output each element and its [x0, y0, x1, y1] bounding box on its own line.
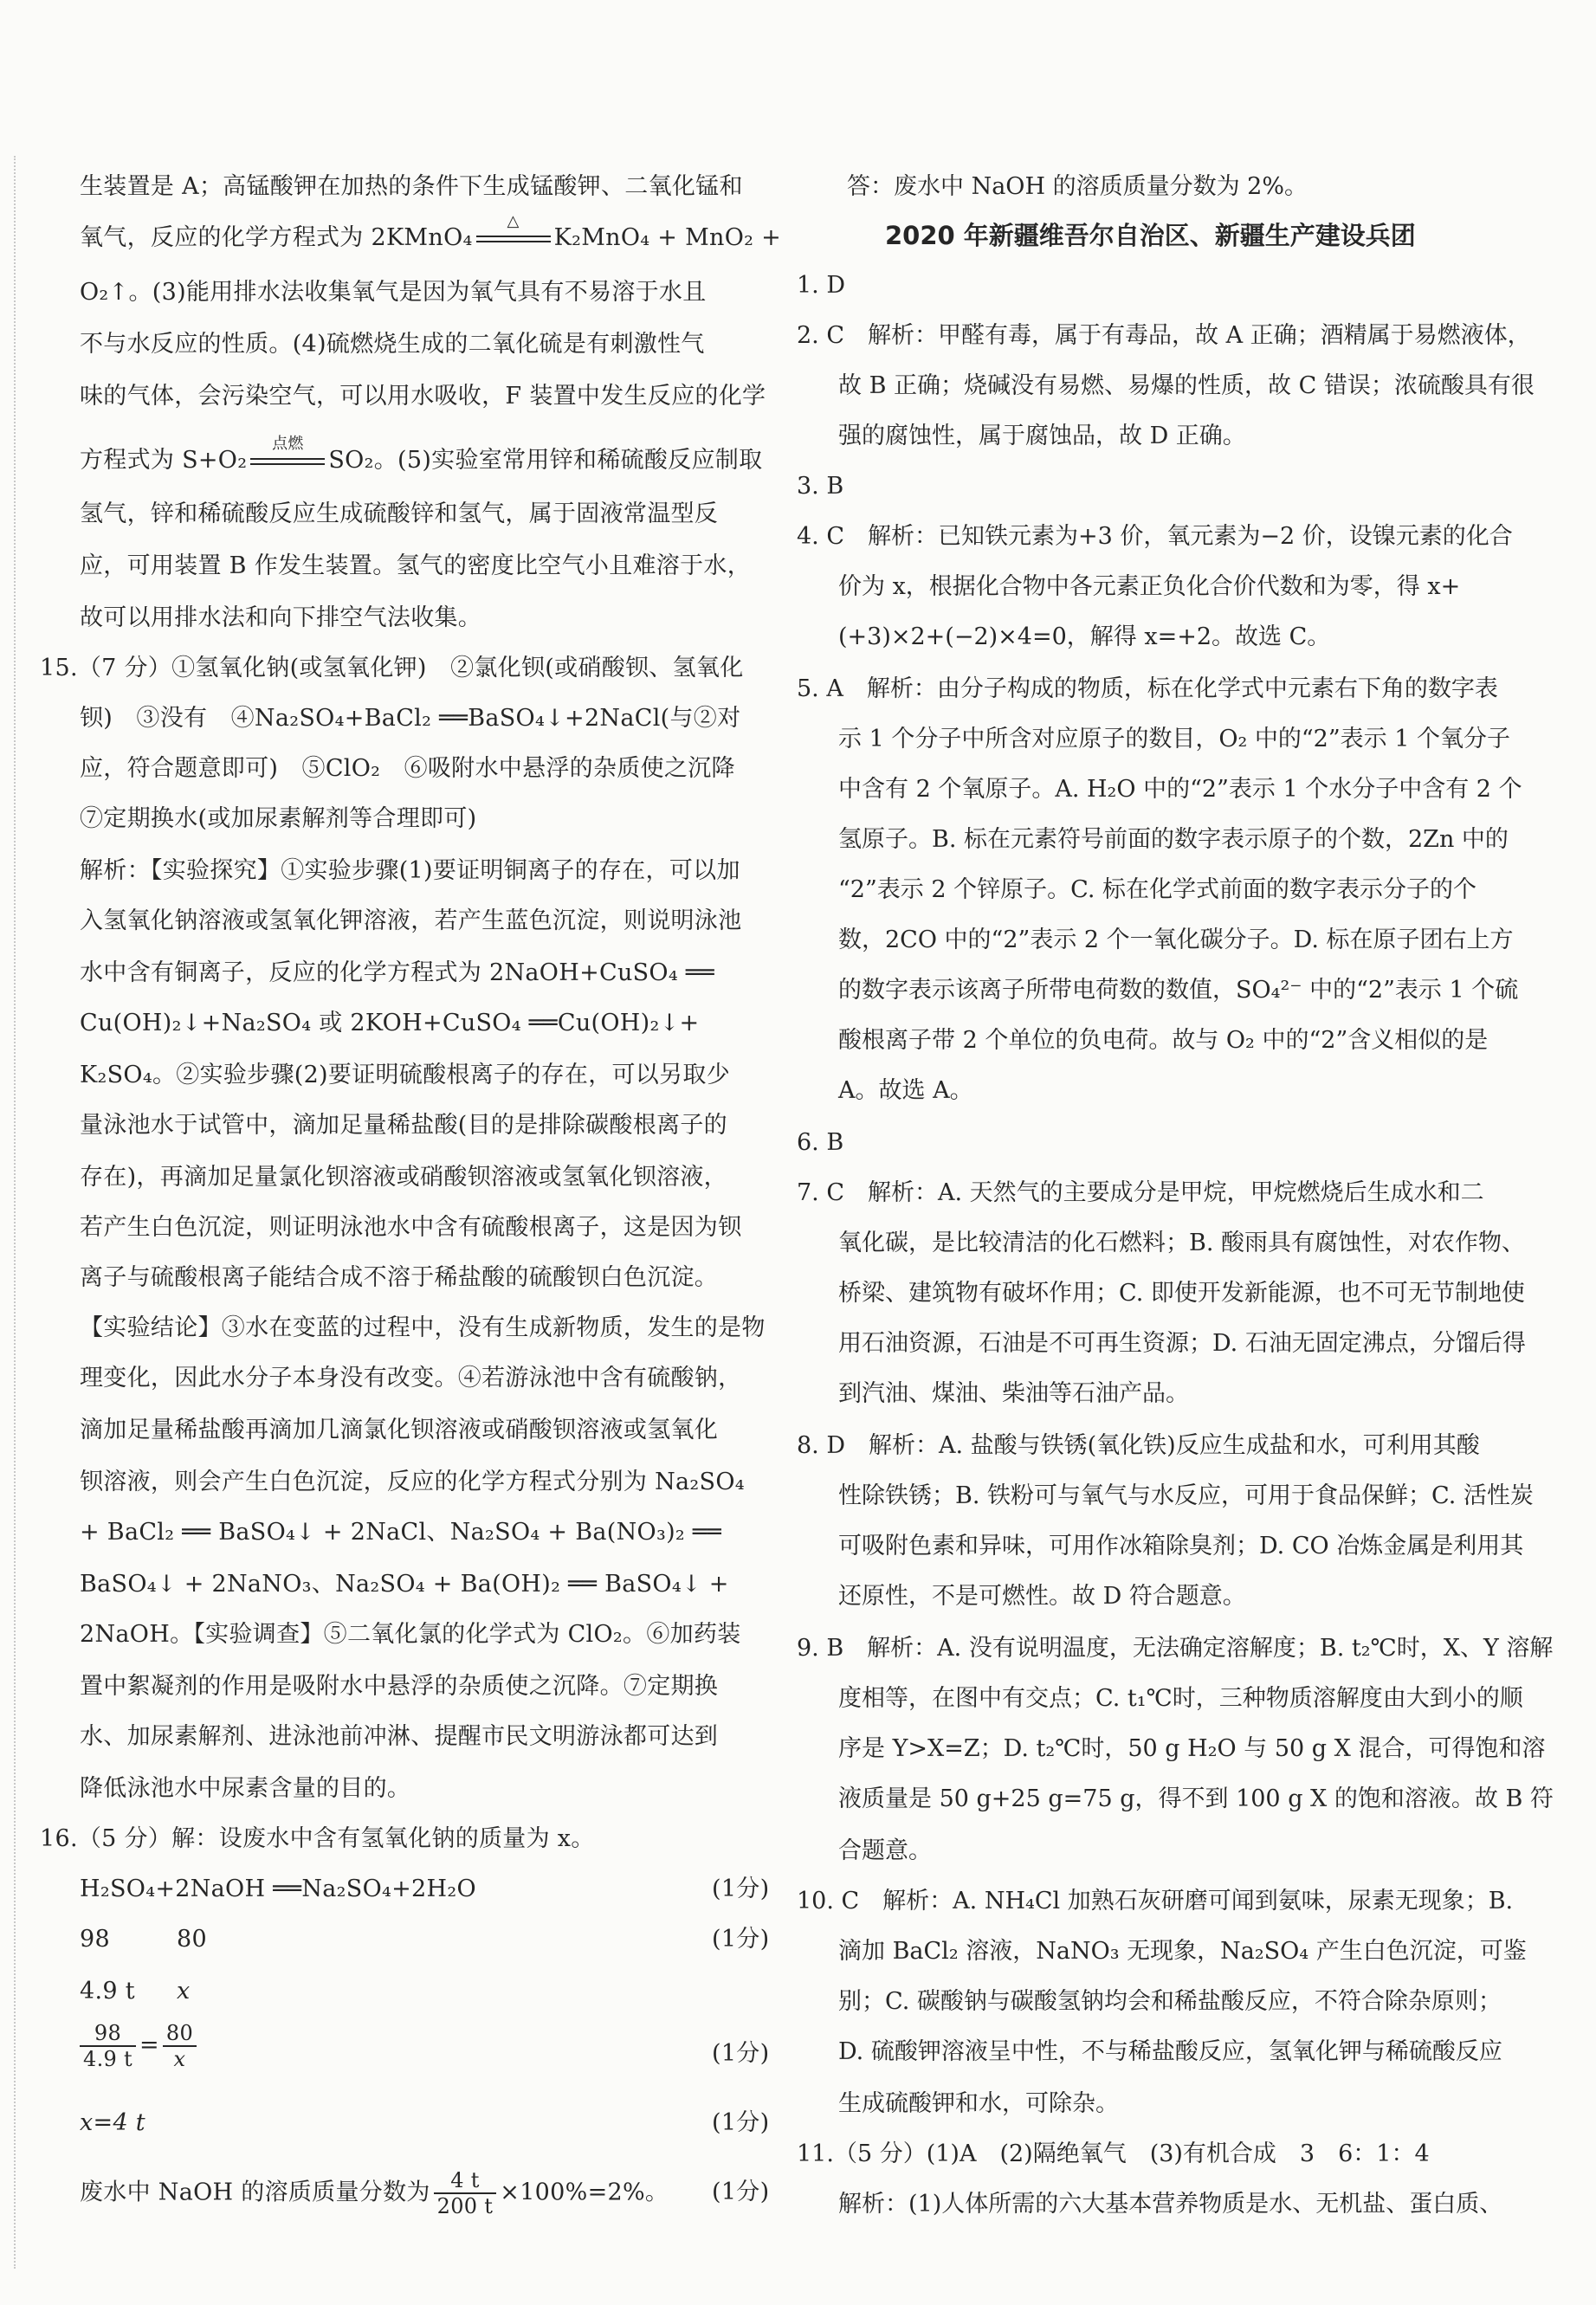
- text-line: A。故选 A。: [838, 1077, 973, 1104]
- text-line: 度相等，在图中有交点；C. t₁℃时，三种物质溶解度由大到小的顺: [838, 1685, 1523, 1712]
- text-line: 数，2CO 中的“2”表示 2 个一氧化碳分子。D. 标在原子团右上方: [838, 927, 1514, 953]
- text-line: 【实验结论】③水在变蓝的过程中，没有生成新物质，发生的是物: [80, 1314, 766, 1341]
- text-line: 2NaOH。【实验调查】⑤二氧化氯的化学式为 ClO₂。⑥加药装: [80, 1621, 741, 1648]
- text-line: 示 1 个分子中所含对应原子的数目，O₂ 中的“2”表示 1 个氧分子: [838, 726, 1511, 752]
- score-label: (1分): [712, 1926, 770, 1953]
- answer-item: 7. C 解析：A. 天然气的主要成分是甲烷，甲烷燃烧后生成水和二: [797, 1179, 1484, 1206]
- text-line: 桥梁、建筑物有破坏作用；C. 即使开发新能源，也不可无节制地使: [838, 1280, 1525, 1307]
- text-line: 液质量是 50 g+25 g=75 g，得不到 100 g X 的饱和溶液。故 B 符: [838, 1785, 1554, 1812]
- text-line: 氢原子。B. 标在元素符号前面的数字表示原子的个数，2Zn 中的: [838, 826, 1509, 853]
- text-line: 置中絮凝剂的作用是吸附水中悬浮的杂质使之沉降。⑦定期换: [80, 1673, 719, 1700]
- text-segment: 方程式为 S+O₂: [80, 447, 248, 474]
- text-line: 可吸附色素和异味，可用作冰箱除臭剂；D. CO 冶炼金属是利用其: [838, 1533, 1524, 1559]
- text-line: 钡溶液，则会产生白色沉淀，反应的化学方程式分别为 Na₂SO₄: [80, 1469, 745, 1495]
- question-line: 15.（7 分）①氢氧化钠(或氢氧化钾) ②氯化钡(或硝酸钡、氢氧化: [40, 655, 744, 681]
- score-label: (1分): [712, 1876, 770, 1902]
- text-line: 解析：(1)人体所需的六大基本营养物质是水、无机盐、蛋白质、: [838, 2191, 1503, 2218]
- text-line: 氢气，锌和稀硫酸反应生成硫酸锌和氢气，属于固液常温型反: [80, 500, 719, 527]
- solution-equation: H₂SO₄+2NaOH ══Na₂SO₄+2H₂O: [80, 1876, 476, 1902]
- fraction: $\frac{80}{x}$: [163, 2021, 197, 2071]
- text-line: 还原性，不是可燃性。故 D 符合题意。: [838, 1583, 1246, 1610]
- text-line: 水中含有铜离子，反应的化学方程式为 2NaOH+CuSO₄ ══: [80, 959, 714, 986]
- text-line: “2”表示 2 个锌原子。C. 标在化学式前面的数字表示分子的个: [838, 876, 1476, 903]
- percentage-line: 废水中 NaOH 的溶质质量分数为 $\frac{4 t}{200 t}$ ×100%=2%。: [80, 2168, 669, 2218]
- text-line: 离子与硫酸根离子能结合成不溶于稀盐酸的硫酸钡白色沉淀。: [80, 1264, 719, 1291]
- text-line: O₂↑。(3)能用排水法收集氧气是因为氧气具有不易溶于水且: [80, 279, 707, 306]
- answer-item: 11.（5 分）(1)A (2)隔绝氧气 (3)有机合成 3 6：1：4: [797, 2140, 1430, 2167]
- answer-item: 2. C 解析：甲醛有毒，属于有毒品，故 A 正确；酒精属于易燃液体，: [797, 322, 1531, 349]
- text-line: 价为 x，根据化合物中各元素正负化合价代数和为零，得 x+: [838, 573, 1461, 600]
- question-line: 16.（5 分）解：设废水中含有氢氧化钠的质量为 x。: [40, 1825, 595, 1852]
- text-line: 味的气体，会污染空气，可以用水吸收，F 装置中发生反应的化学: [80, 383, 766, 410]
- text-segment: K₂MnO₄ + MnO₂ +: [553, 224, 782, 251]
- text-line: 的数字表示该离子所带电荷数的数值，SO₄²⁻ 中的“2”表示 1 个硫: [838, 977, 1519, 1004]
- solution-given-row: 4.9 t: [80, 1978, 135, 2005]
- text-line: 用石油资源，石油是不可再生资源；D. 石油无固定沸点，分馏后得: [838, 1330, 1526, 1357]
- text-line: 解析：【实验探究】①实验步骤(1)要证明铜离子的存在，可以加: [80, 857, 740, 884]
- text-segment: SO₂。(5)实验室常用锌和稀硫酸反应制取: [328, 447, 763, 474]
- answer-item: 8. D 解析：A. 盐酸与铁锈(氧化铁)反应生成盐和水，可利用其酸: [797, 1432, 1480, 1459]
- text-line: 序是 Y>X=Z；D. t₂℃时，50 g H₂O 与 50 g X 混合，可得饱和溶: [838, 1735, 1546, 1762]
- equation-line: [80, 434, 763, 478]
- text-line: 故可以用排水法和向下排空气法收集。: [80, 604, 482, 631]
- text-line: 答：废水中 NaOH 的溶质质量分数为 2%。: [847, 173, 1308, 200]
- text-line: 水、加尿素解剂、进泳池前冲淋、提醒市民文明游泳都可达到: [80, 1723, 719, 1750]
- text-segment: 氧气，反应的化学方程式为 2KMnO₄: [80, 224, 473, 251]
- text-line: 性除铁锈；B. 铁粉可与氧气与水反应，可用于食品保鲜；C. 活性炭: [838, 1482, 1534, 1509]
- text-line: ⑦定期换水(或加尿素解剂等合理即可): [80, 805, 477, 832]
- text-line: 氧化碳，是比较清洁的化石燃料；B. 酸雨具有腐蚀性，对农作物、: [838, 1230, 1526, 1256]
- text-line: + BaCl₂ ══ BaSO₄↓ + 2NaCl、Na₂SO₄ + Ba(NO₃)₂ ══: [80, 1519, 722, 1546]
- text-line: 别；C. 碳酸钠与碳酸氢钠均会和稀盐酸反应，不符合除杂原则；: [838, 1988, 1502, 2015]
- section-title: 2020 年新疆维吾尔自治区、新疆生产建设兵团: [885, 221, 1416, 250]
- text-line: 生成硫酸钾和水，可除杂。: [838, 2090, 1119, 2117]
- answer-item: 4. C 解析：已知铁元素为+3 价，氧元素为−2 价，设镍元素的化合: [797, 523, 1513, 550]
- reaction-condition: 点燃: [250, 453, 325, 470]
- score-label: (1分): [712, 2109, 770, 2136]
- proportion-line: $\frac{98}{4.9 t}$ = $\frac{80}{x}$: [76, 2021, 200, 2071]
- solution-result: x=4 t: [80, 2109, 145, 2136]
- text-line: 不与水反应的性质。(4)硫燃烧生成的二氧化硫是有刺激性气: [80, 331, 705, 358]
- text-line: K₂SO₄。②实验步骤(2)要证明硫酸根离子的存在，可以另取少: [80, 1062, 730, 1088]
- score-label: (1分): [712, 2179, 770, 2205]
- text-line: 中含有 2 个氧原子。A. H₂O 中的“2”表示 1 个水分子中含有 2 个: [838, 776, 1522, 803]
- text-line: 若产生白色沉淀，则证明泳池水中含有硫酸根离子，这是因为钡: [80, 1214, 742, 1241]
- text-line: D. 硫酸钾溶液呈中性，不与稀盐酸反应，氢氧化钾与稀硫酸反应: [838, 2038, 1502, 2065]
- answer-item: 9. B 解析：A. 没有说明温度，无法确定溶解度；B. t₂℃时，X、Y 溶解: [797, 1635, 1554, 1662]
- text-line: (+3)×2+(−2)×4=0，解得 x=+2。故选 C。: [838, 623, 1331, 650]
- text-line: 存在)，再滴加足量氯化钡溶液或硝酸钡溶液或氢氧化钡溶液，: [80, 1164, 727, 1191]
- score-label: (1分): [712, 2040, 770, 2067]
- fraction: $\frac{98}{4.9 t}$: [80, 2021, 136, 2071]
- text-line: Cu(OH)₂↓+Na₂SO₄ 或 2KOH+CuSO₄ ══Cu(OH)₂↓+: [80, 1010, 700, 1036]
- text-line: 理变化，因此水分子本身没有改变。④若游泳池中含有硫酸钠，: [80, 1365, 742, 1391]
- text-line: 酸根离子带 2 个单位的负电荷。故与 O₂ 中的“2”含义相似的是: [838, 1027, 1489, 1054]
- binding-fold-line: [14, 156, 16, 2269]
- answer-item: 5. A 解析：由分子构成的物质，标在化学式中元素右下角的数字表: [797, 675, 1498, 702]
- text-line: 到汽油、煤油、柴油等石油产品。: [838, 1380, 1189, 1407]
- text-line: 应，符合题意即可) ⑤ClO₂ ⑥吸附水中悬浮的杂质使之沉降: [80, 755, 735, 782]
- answer-item: 1. D: [797, 272, 845, 299]
- solution-mass-row: 80: [177, 1926, 207, 1953]
- text-line: 故 B 正确；烧碱没有易燃、易爆的性质，故 C 错误；浓硫酸具有很: [838, 372, 1535, 399]
- equation-line: [80, 211, 782, 255]
- solution-mass-row: 98: [80, 1926, 110, 1953]
- fraction: $\frac{4 t}{200 t}$: [434, 2168, 497, 2218]
- text-line: 生装置是 A；高锰酸钾在加热的条件下生成锰酸钾、二氧化锰和: [80, 173, 743, 200]
- text-line: 入氢氧化钠溶液或氢氧化钾溶液，若产生蓝色沉淀，则说明泳池: [80, 907, 742, 934]
- text-line: 强的腐蚀性，属于腐蚀品，故 D 正确。: [838, 423, 1246, 449]
- answer-item: 3. B: [797, 473, 844, 500]
- text-line: 应，可用装置 B 作发生装置。氢气的密度比空气小且难溶于水，: [80, 552, 752, 579]
- text-line: 合题意。: [838, 1837, 932, 1864]
- text-line: BaSO₄↓ + 2NaNO₃、Na₂SO₄ + Ba(OH)₂ ══ BaSO₄↓ +: [80, 1571, 729, 1598]
- reaction-condition: △: [476, 230, 551, 248]
- text-line: 量泳池水于试管中，滴加足量稀盐酸(目的是排除碳酸根离子的: [80, 1112, 727, 1139]
- text-line: 滴加足量稀盐酸再滴加几滴氯化钡溶液或硝酸钡溶液或氢氧化: [80, 1417, 719, 1443]
- solution-unknown: x: [177, 1978, 191, 2005]
- text-line: 降低泳池水中尿素含量的目的。: [80, 1775, 411, 1802]
- answer-item: 6. B: [797, 1129, 844, 1156]
- answer-item: 10. C 解析：A. NH₄Cl 加熟石灰研磨可闻到氨味，尿素无现象；B.: [797, 1888, 1514, 1914]
- text-line: 滴加 BaCl₂ 溶液，NaNO₃ 无现象，Na₂SO₄ 产生白色沉淀，可鉴: [838, 1938, 1527, 1965]
- text-line: 钡) ③没有 ④Na₂SO₄+BaCl₂ ══BaSO₄↓+2NaCl(与②对: [80, 705, 741, 732]
